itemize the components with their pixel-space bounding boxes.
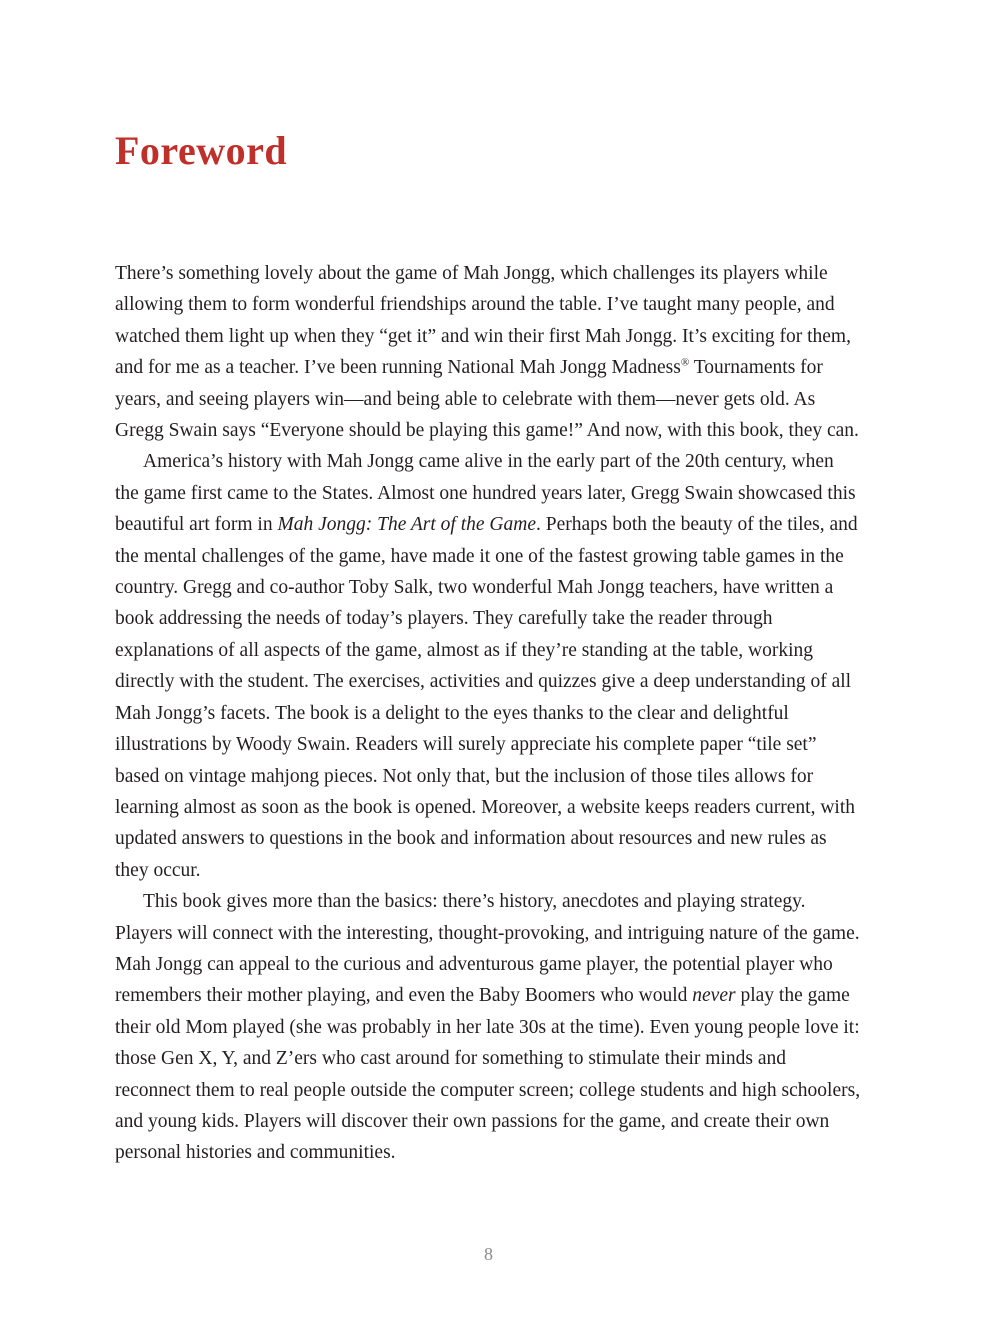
text-run: This book gives more than the basics: there’s history, anecdotes and playing strategy. Players will connect with the interesting, thought-provoking, and intriguing nature of the game. Mah Jongg can appeal to the curious and adventurous game player, the potential player who remembers their mother playing, and even the Baby Boomers who would xyxy=(115,891,860,1007)
chapter-title: Foreword xyxy=(115,128,288,173)
text-run: There’s something lovely about the game of Mah Jongg, which challenges its players while allowing them to form wonderful friendships around the table. I’ve taught many people, and watched them light up when they “get it” and win their first Mah Jongg. It’s exciting for them, and for me as a teacher. I’ve been running National Mah Jongg Madness xyxy=(115,263,851,379)
text-run: play the game their old Mom played (she was probably in her late 30s at the time). Even young people love it: those Gen X, Y, and Z’ers who cast around for something to stimulate their minds and reconnect them to real people outside the computer screen; college students and high schoolers, and young kids. Players will discover their own passions for the game, and create their own personal histories and communities. xyxy=(115,985,861,1164)
paragraph xyxy=(115,886,862,1169)
foreword-body xyxy=(115,258,862,1169)
text-run: Tournaments for years, and seeing players win—and being able to celebrate with them—never gets old. As Gregg Swain says “Everyone should be playing this game!” And now, with this book, they can. xyxy=(115,357,859,442)
italic-text-run: Mah Jongg: The Art of the Game xyxy=(277,514,536,536)
text-run: . Perhaps both the beauty of the tiles, and the mental challenges of the game, have made it one of the fastest growing table games in the country. Gregg and co-author Toby Salk, two wonderful Mah Jongg teachers, have written a book addressing the needs of today’s players. They carefully take the reader through explanations of all aspects of the game, almost as if they’re standing at the table, working directly with the student. The exercises, activities and quizzes give a deep understanding of all Mah Jongg’s facets. The book is a delight to the eyes thanks to the clear and delightful illustrations by Woody Swain. Readers will surely appreciate his complete paper “tile set” based on vintage mahjong pieces. Not only that, but the inclusion of those tiles allows for learning almost as soon as the book is opened. Moreover, a website keeps readers current, with updated answers to questions in the book and information about resources and new rules as they occur. xyxy=(115,514,858,881)
paragraph xyxy=(115,258,862,446)
page-number: 8 xyxy=(484,1244,493,1264)
registered-trademark-symbol: ® xyxy=(680,356,690,369)
italic-text-run: never xyxy=(692,985,736,1007)
text-run: America’s history with Mah Jongg came alive in the early part of the 20th century, when the game first came to the States. Almost one hundred years later, Gregg Swain showcased this beautiful art form in xyxy=(115,451,856,536)
paragraph xyxy=(115,446,862,886)
